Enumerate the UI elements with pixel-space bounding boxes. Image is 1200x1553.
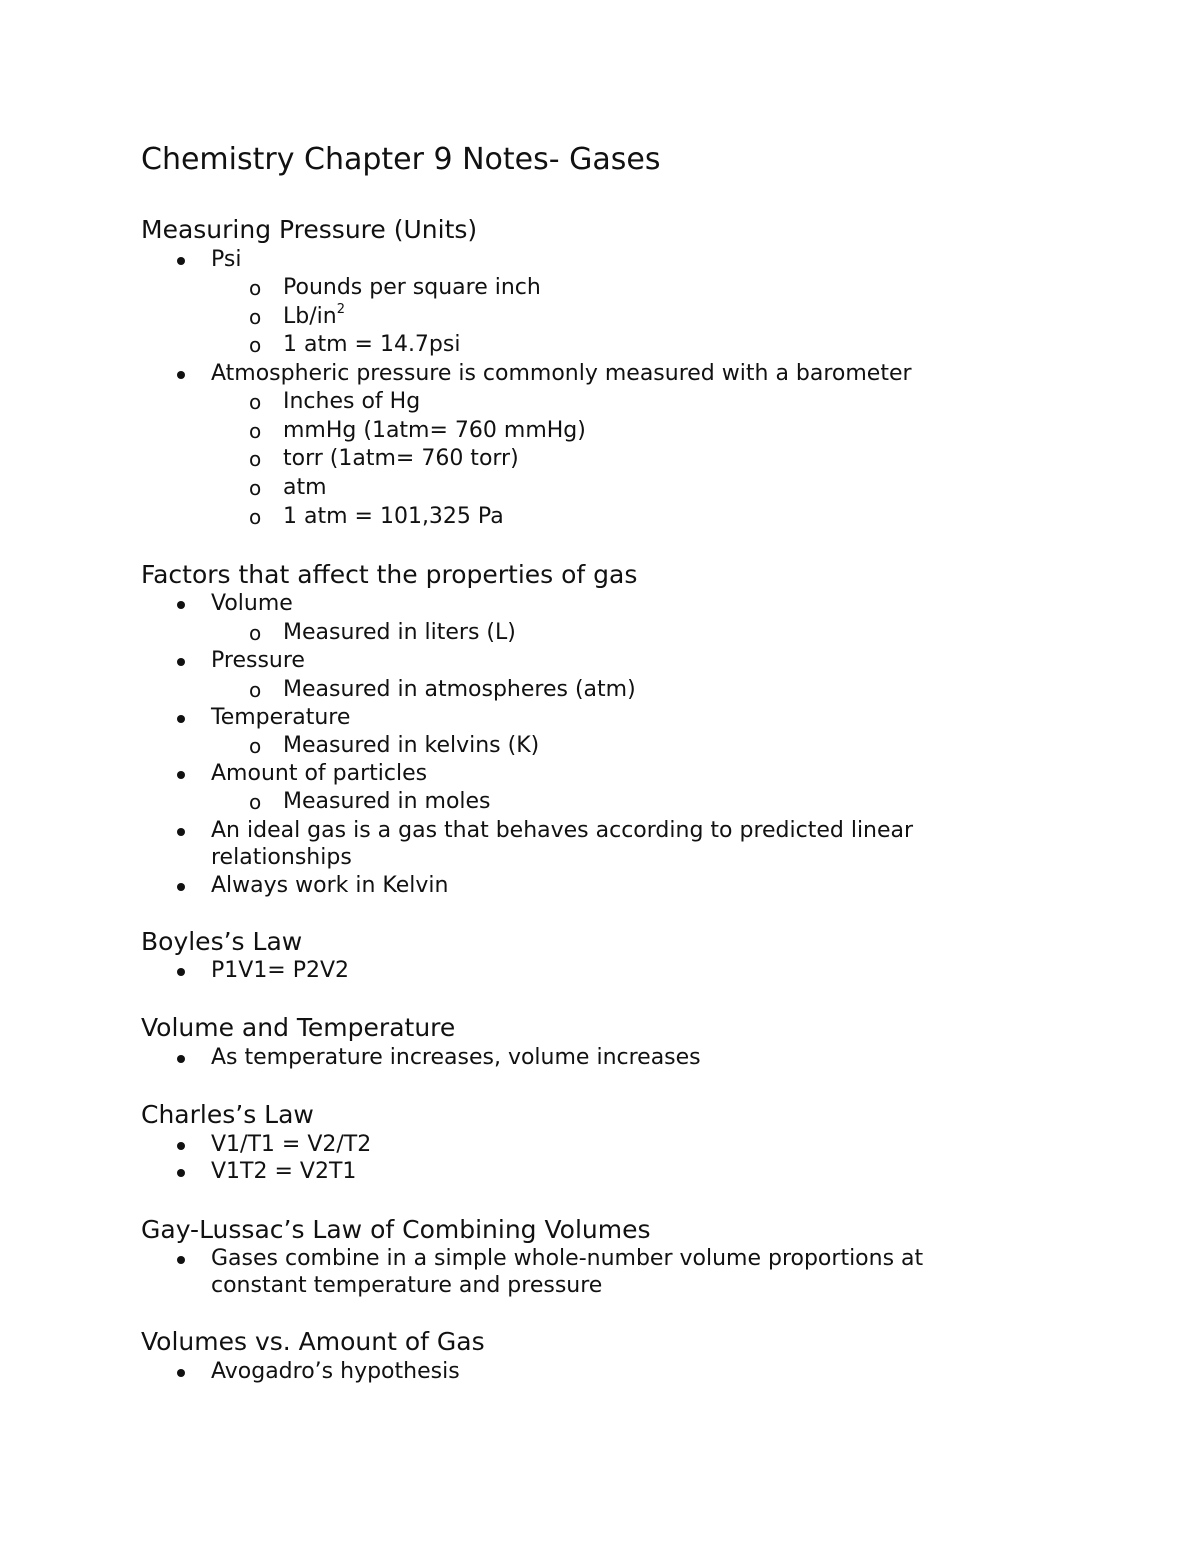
sub-list-item: Pounds per square inch bbox=[283, 275, 541, 300]
bullet-icon bbox=[177, 828, 185, 836]
bullet-icon bbox=[177, 371, 185, 379]
sub-bullet-icon: o bbox=[249, 305, 262, 329]
unit-text: Lb/in bbox=[283, 304, 337, 329]
sub-bullet-icon: o bbox=[249, 476, 262, 500]
list-item: V1T2 = V2T1 bbox=[211, 1159, 357, 1184]
bullet-icon bbox=[177, 257, 185, 265]
bullet-icon bbox=[177, 771, 185, 779]
heading-factors: Factors that affect the properties of gas bbox=[141, 560, 638, 589]
sub-list-item: Measured in liters (L) bbox=[283, 620, 516, 645]
sub-bullet-icon: o bbox=[249, 333, 262, 357]
bullet-icon bbox=[177, 968, 185, 976]
heading-measuring-pressure: Measuring Pressure (Units) bbox=[141, 215, 478, 244]
list-item: Psi bbox=[211, 247, 242, 272]
heading-volumes-vs-amount: Volumes vs. Amount of Gas bbox=[141, 1327, 485, 1356]
sub-list-item: Measured in atmospheres (atm) bbox=[283, 677, 636, 702]
bullet-icon bbox=[177, 1055, 185, 1063]
sub-list-item: Measured in moles bbox=[283, 789, 491, 814]
list-item-continuation: relationships bbox=[211, 845, 352, 870]
sub-bullet-icon: o bbox=[249, 276, 262, 300]
heading-gay-lussac-law: Gay-Lussac’s Law of Combining Volumes bbox=[141, 1215, 651, 1244]
sub-list-item: 1 atm = 14.7psi bbox=[283, 332, 461, 357]
list-item-continuation: constant temperature and pressure bbox=[211, 1273, 603, 1298]
sub-bullet-icon: o bbox=[249, 621, 262, 645]
heading-charles-law: Charles’s Law bbox=[141, 1100, 314, 1129]
bullet-icon bbox=[177, 1256, 185, 1264]
list-item: Atmospheric pressure is commonly measured with a barometer bbox=[211, 361, 912, 386]
list-item: Always work in Kelvin bbox=[211, 873, 449, 898]
sub-bullet-icon: o bbox=[249, 505, 262, 529]
sub-bullet-icon: o bbox=[249, 419, 262, 443]
list-item: Gases combine in a simple whole-number volume proportions at bbox=[211, 1246, 924, 1271]
sub-bullet-icon: o bbox=[249, 734, 262, 758]
list-item: Volume bbox=[211, 591, 293, 616]
sub-list-item: torr (1atm= 760 torr) bbox=[283, 446, 519, 471]
bullet-icon bbox=[177, 601, 185, 609]
list-item: Temperature bbox=[211, 705, 351, 730]
list-item: V1/T1 = V2/T2 bbox=[211, 1132, 372, 1157]
list-item: Avogadro’s hypothesis bbox=[211, 1359, 460, 1384]
sub-list-item: Measured in kelvins (K) bbox=[283, 733, 540, 758]
sub-bullet-icon: o bbox=[249, 390, 262, 414]
bullet-icon bbox=[177, 658, 185, 666]
sub-list-item: 1 atm = 101,325 Pa bbox=[283, 504, 504, 529]
list-item: As temperature increases, volume increases bbox=[211, 1045, 701, 1070]
list-item: Amount of particles bbox=[211, 761, 428, 786]
list-item: Pressure bbox=[211, 648, 305, 673]
sub-list-item: Inches of Hg bbox=[283, 389, 421, 414]
heading-volume-temperature: Volume and Temperature bbox=[141, 1013, 456, 1042]
bullet-icon bbox=[177, 1169, 185, 1177]
sub-list-item: atm bbox=[283, 475, 327, 500]
bullet-icon bbox=[177, 715, 185, 723]
bullet-icon bbox=[177, 1369, 185, 1377]
bullet-icon bbox=[177, 1142, 185, 1150]
superscript: 2 bbox=[336, 301, 345, 317]
sub-list-item: mmHg (1atm= 760 mmHg) bbox=[283, 418, 586, 443]
sub-bullet-icon: o bbox=[249, 447, 262, 471]
sub-bullet-icon: o bbox=[249, 790, 262, 814]
sub-list-item bbox=[283, 303, 345, 331]
list-item: An ideal gas is a gas that behaves according to predicted linear bbox=[211, 818, 914, 843]
sub-bullet-icon: o bbox=[249, 678, 262, 702]
document-title: Chemistry Chapter 9 Notes- Gases bbox=[141, 142, 661, 177]
heading-boyles-law: Boyles’s Law bbox=[141, 927, 303, 956]
list-item: P1V1= P2V2 bbox=[211, 958, 350, 983]
bullet-icon bbox=[177, 883, 185, 891]
